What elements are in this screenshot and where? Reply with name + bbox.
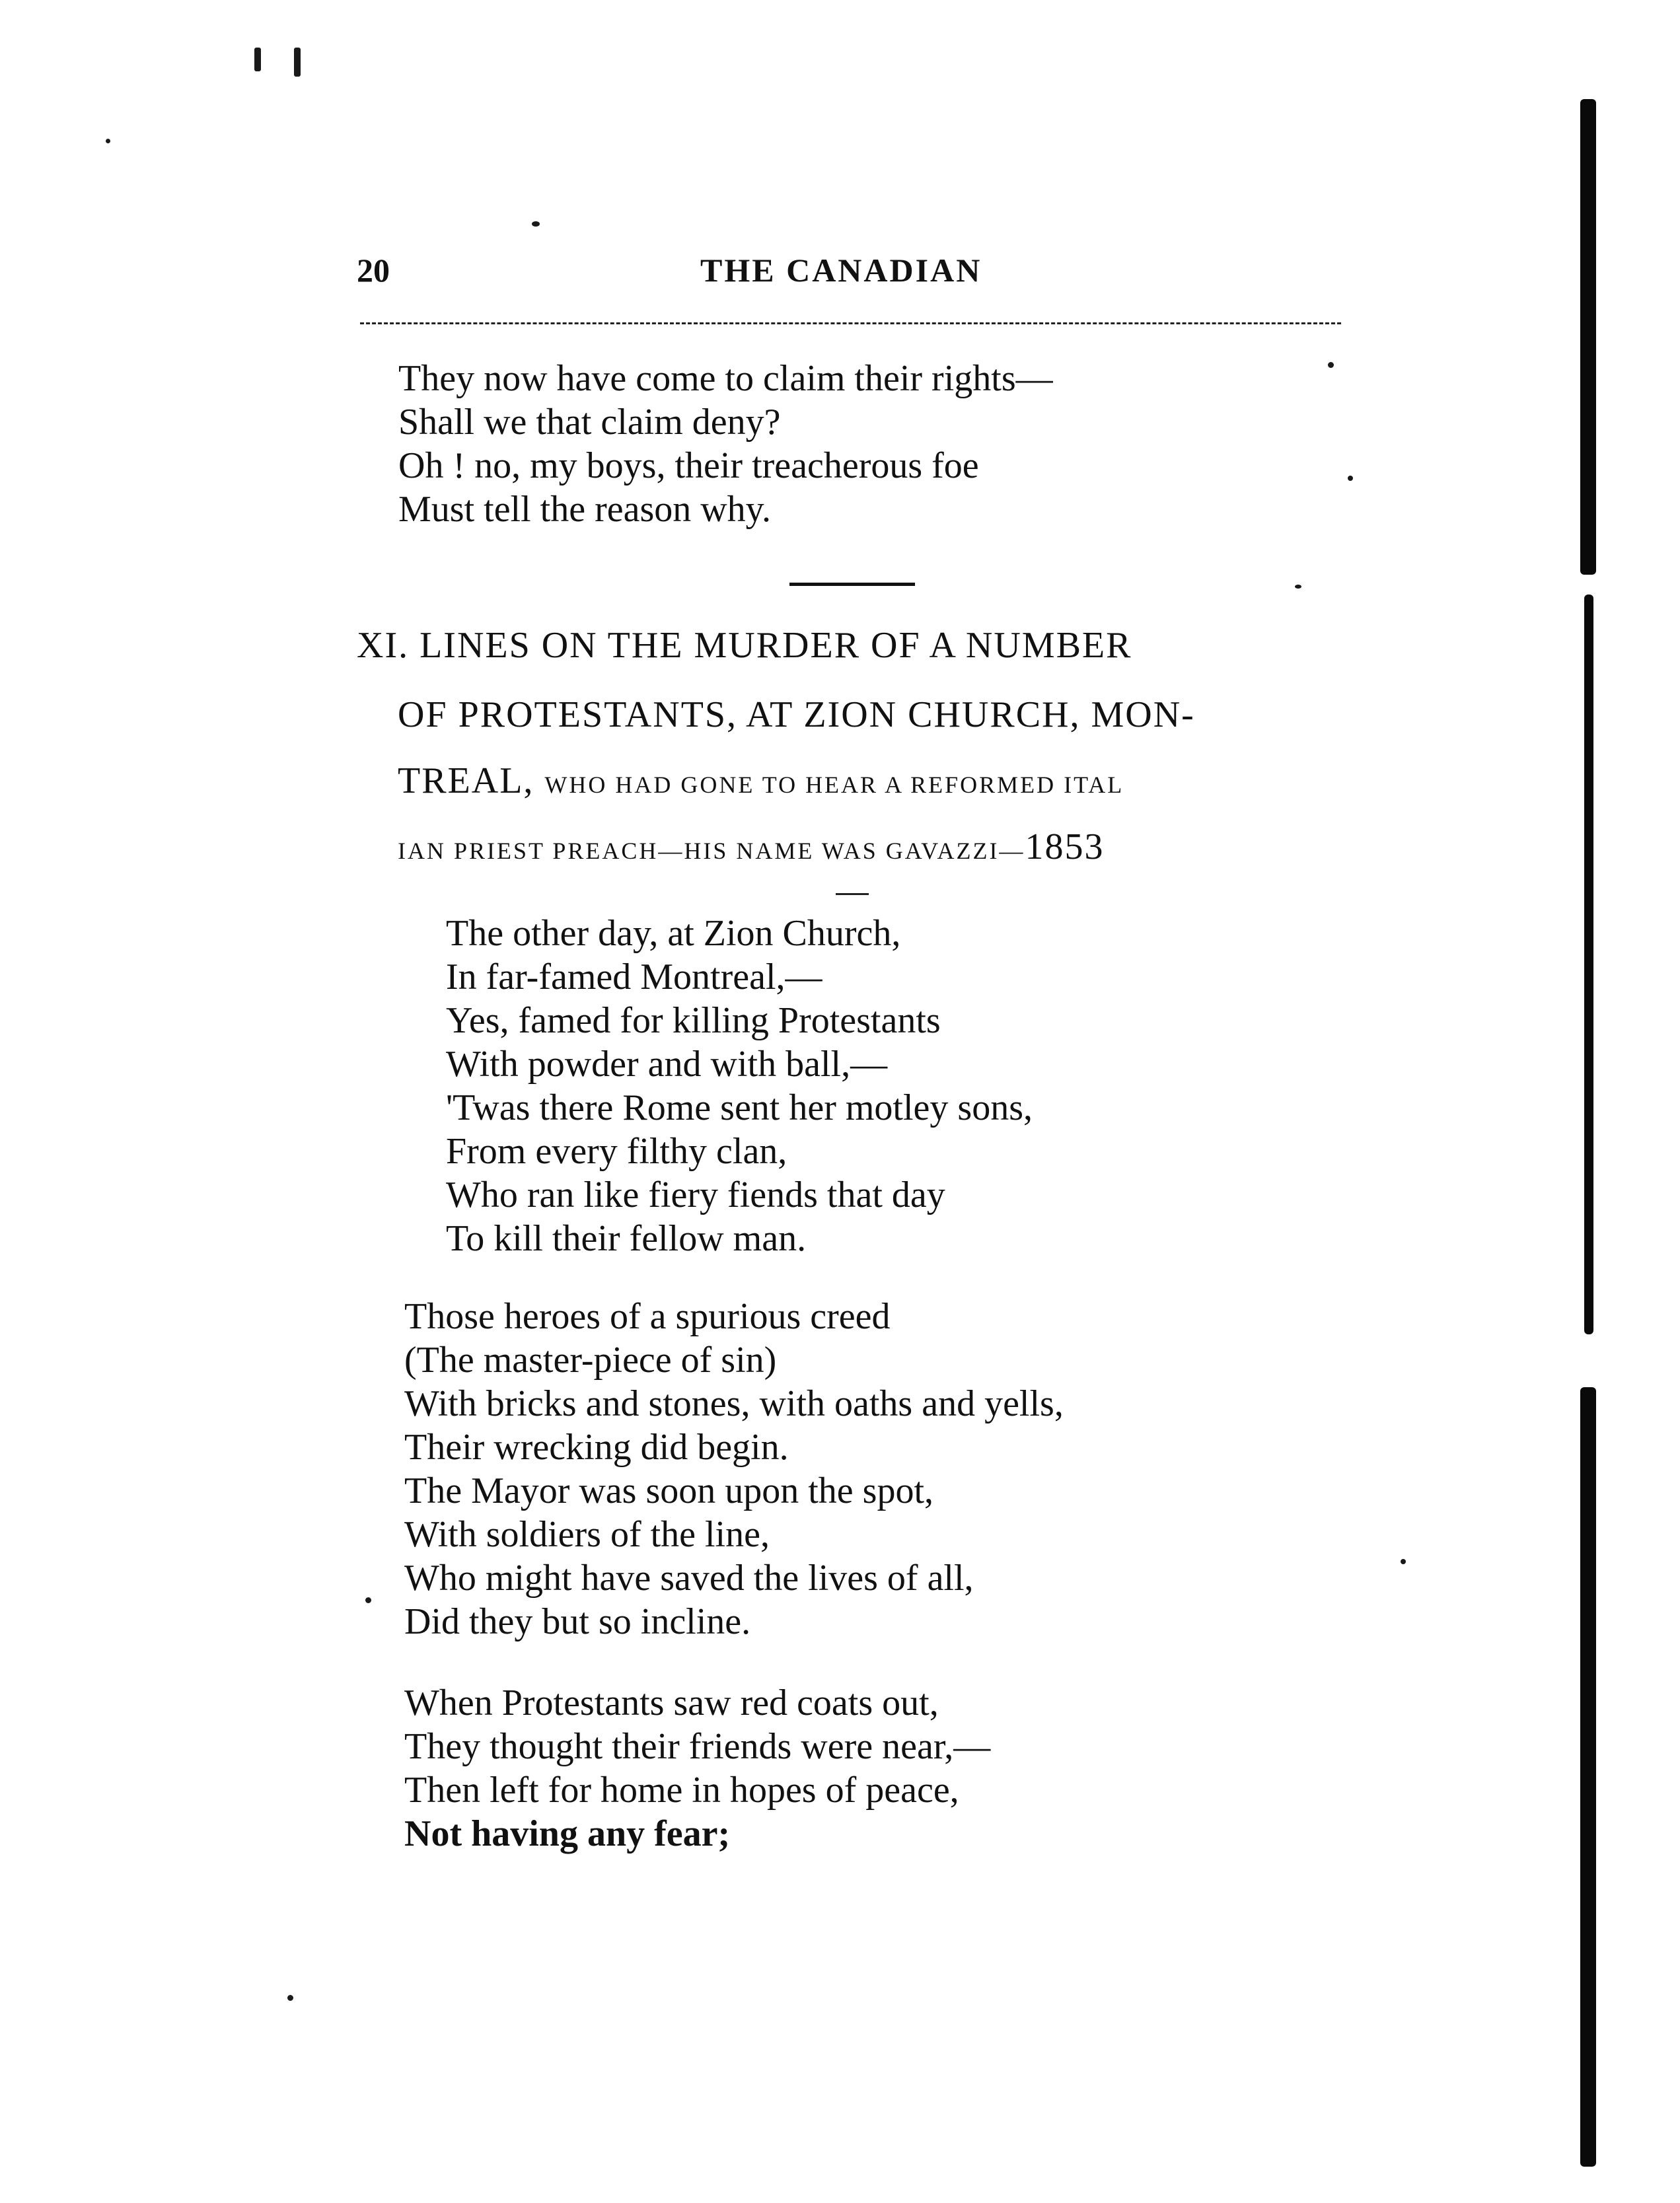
verse-line: Their wrecking did begin. xyxy=(404,1427,789,1468)
header-rule xyxy=(360,322,1341,324)
heading-smallcaps: WHO HAD GONE TO HEAR A REFORMED ITAL xyxy=(544,772,1124,798)
stanza-2 xyxy=(404,1295,1064,1643)
section-heading-line xyxy=(398,760,1124,802)
verse-line: (The master-piece of sin) xyxy=(404,1340,777,1381)
verse-line: In far-famed Montreal,— xyxy=(446,957,822,997)
verse-line: When Protestants saw red coats out, xyxy=(404,1682,939,1723)
verse-line: The other day, at Zion Church, xyxy=(446,913,901,954)
verse-line: They thought their friends were near,— xyxy=(404,1726,991,1767)
scan-speck xyxy=(294,48,301,77)
verse-line: They now have come to claim their rights— xyxy=(398,358,1053,399)
verse-line: The Mayor was soon upon the spot, xyxy=(404,1470,934,1511)
verse-line: Then left for home in hopes of peace, xyxy=(404,1770,959,1811)
scan-speck xyxy=(1295,585,1301,589)
verse-line: Who might have saved the lives of all, xyxy=(404,1558,974,1599)
verse-line: Yes, famed for killing Protestants xyxy=(446,1000,941,1041)
scan-speck xyxy=(1328,362,1334,368)
verse-line: With bricks and stones, with oaths and yells, xyxy=(404,1383,1064,1424)
running-head xyxy=(357,251,1348,297)
scan-speck xyxy=(365,1597,371,1603)
verse-line: Shall we that claim deny? xyxy=(398,402,781,443)
section-heading-line: XI. LINES ON THE MURDER OF A NUMBER xyxy=(357,625,1132,666)
verse-line: Those heroes of a spurious creed xyxy=(404,1296,891,1337)
scan-speck xyxy=(1348,476,1353,481)
page-number: 20 xyxy=(357,252,390,289)
running-title: THE CANADIAN xyxy=(700,252,982,289)
heading-smallcaps: IAN PRIEST PREACH—HIS NAME WAS GAVAZZI— xyxy=(398,838,1025,864)
verse-line: With soldiers of the line, xyxy=(404,1514,770,1555)
stanza-continued xyxy=(398,357,1053,531)
scan-speck xyxy=(1401,1559,1406,1564)
verse-line: With powder and with ball,— xyxy=(446,1044,888,1085)
scan-speck xyxy=(532,221,540,227)
verse-line: Did they but so incline. xyxy=(404,1601,751,1642)
section-divider xyxy=(789,583,915,586)
scan-speck xyxy=(287,1995,293,2001)
binding-edge-middle xyxy=(1584,595,1593,1334)
verse-line: Oh ! no, my boys, their treacherous foe xyxy=(398,445,979,486)
scan-speck xyxy=(106,139,110,143)
scan-speck xyxy=(254,48,261,71)
verse-line: To kill their fellow man. xyxy=(446,1218,807,1259)
stanza-1 xyxy=(446,912,1033,1260)
verse-line: 'Twas there Rome sent her motley sons, xyxy=(446,1087,1033,1128)
stanza-3 xyxy=(404,1681,990,1856)
verse-line: Not having any fear; xyxy=(404,1813,731,1854)
section-heading-line: OF PROTESTANTS, AT ZION CHURCH, MON- xyxy=(398,694,1195,735)
verse-line: Who ran like fiery fiends that day xyxy=(446,1174,945,1215)
binding-edge-top xyxy=(1580,99,1596,575)
section-heading-line xyxy=(398,826,1104,868)
verse-line: Must tell the reason why. xyxy=(398,489,772,530)
binding-edge-bottom xyxy=(1580,1387,1596,2167)
heading-dash xyxy=(836,893,869,895)
heading-text: TREAL, xyxy=(398,760,545,801)
verse-line: From every filthy clan, xyxy=(446,1131,787,1172)
heading-year: 1853 xyxy=(1025,826,1105,867)
